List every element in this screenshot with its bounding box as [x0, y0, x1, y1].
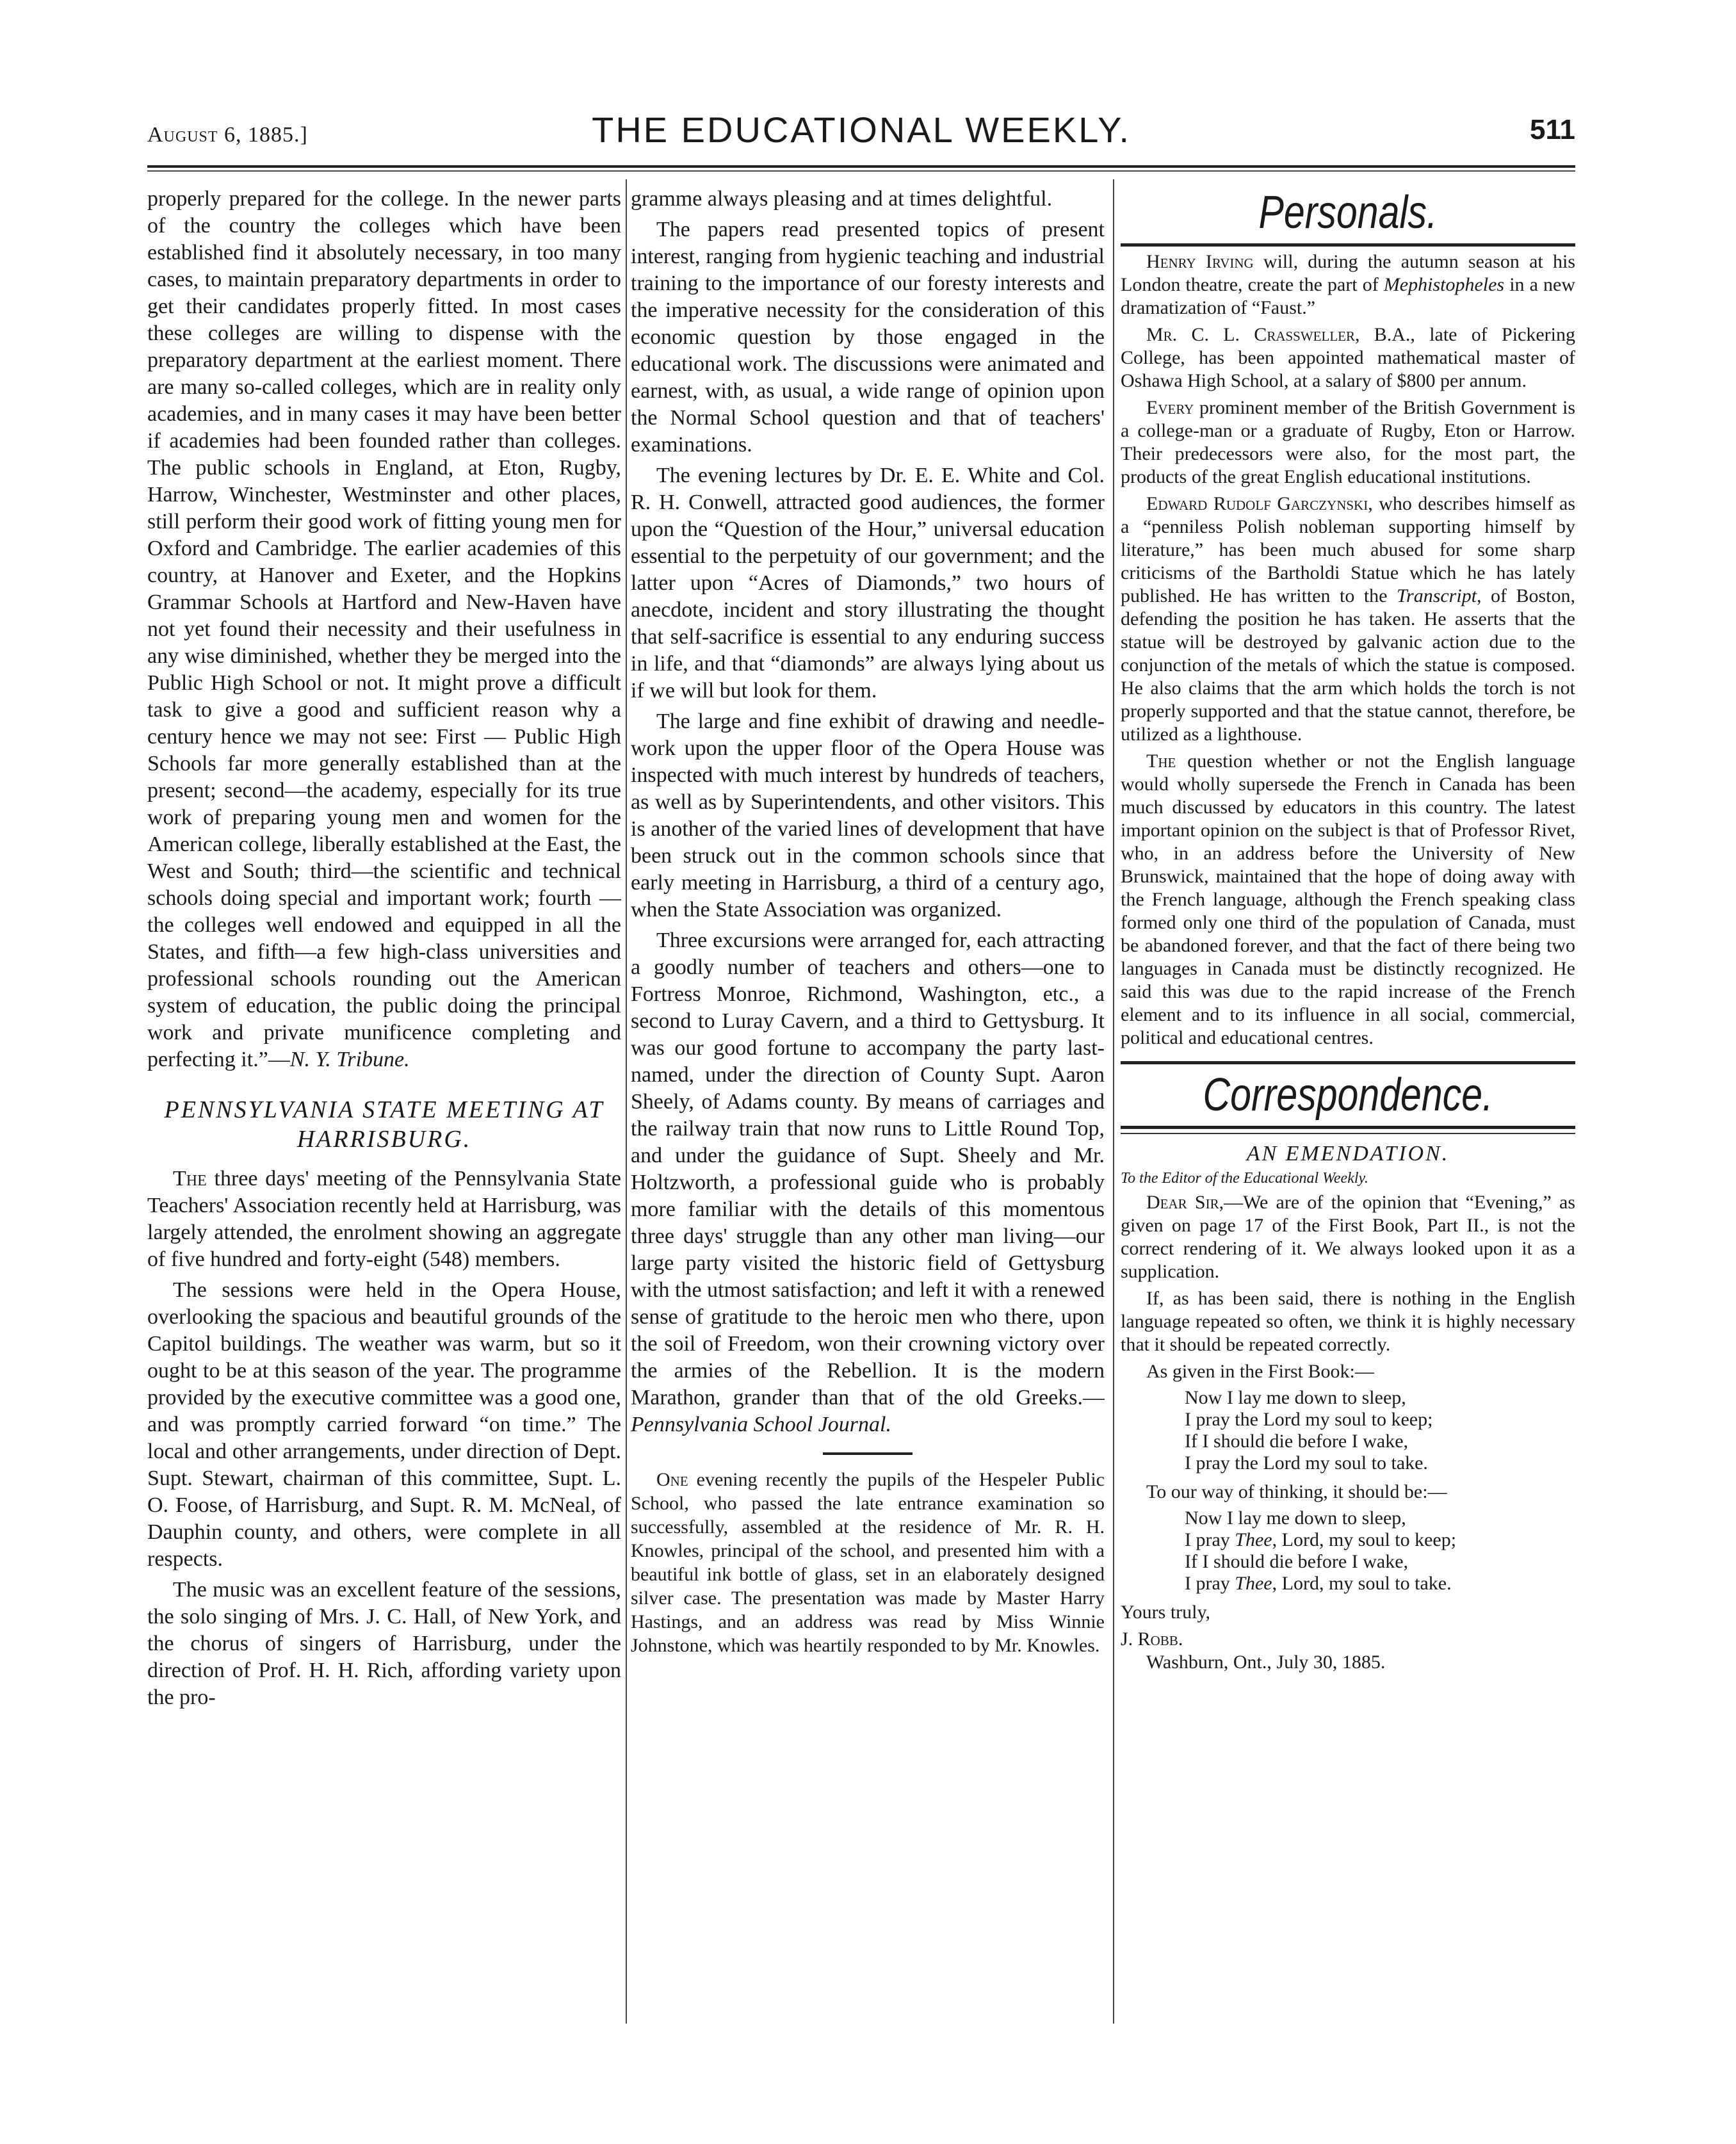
personal-item: Mr. C. L. Crassweller, B.A., late of Pickering College, has been appointed mathematical master of Oshawa High School, at a salary of $800 per annum. [1121, 324, 1575, 391]
verse-line: Now I lay me down to sleep, [1185, 1387, 1406, 1408]
letter-paragraph: As given in the First Book:— [1146, 1361, 1374, 1382]
column-divider [1113, 179, 1114, 2024]
section-heading: PENNSYLVANIA STATE MEETING AT HARRISBURG. [164, 1096, 604, 1153]
letter-paragraph: If, as has been said, there is nothing in the English language repeated so often, we think it is highly necessary that it should be repeated correctly. [1121, 1288, 1575, 1355]
source-citation: Pennsylvania School Journal. [631, 1413, 891, 1436]
letter-dateline: Washburn, Ont., July 30, 1885. [1146, 1652, 1386, 1673]
paragraph: The music was an excellent feature of the sessions, the solo singing of Mrs. J. C. Hall, of New York, and the chorus of singers of Harrisburg, under the direction of Prof. H. H. Rich, affording variety upon the pro- [147, 1578, 621, 1709]
paragraph: Three excursions were arranged for, each attracting a goodly number of teachers and others—one to Fortress Monroe, Richmond, Washington, etc., a second to Luray Cavern, and a third to Gettysburg. It was our good fortune to accompany the party last-named, under the direction of County Supt. Aaron Sheely, of Adams county. By means of carriages and the railway train that now runs to Little Round Top, and under the guidance of Supt. Sheely and Mr. Holtzworth, a professional guide who is probably more familiar with the details of this momentous three days' struggle than any other man living—our large party visited the historic field of Gettysburg with the utmost satisfaction; and left it with a renewed sense of gratitude to the heroic men who there, upon the soil of Freedom, won their crowning victory over the armies of the Rebellion. It is the modern Marathon, grander than that of the old Greeks.—Pennsylvania School Journal. [631, 929, 1105, 1436]
paragraph: The evening lectures by Dr. E. E. White and Col. R. H. Conwell, attracted good audiences, the former upon the “Question of the Hour,” universal education essential to the perpetuity of our government; and the latter upon “Acres of Diamonds,” two hours of anecdote, incident and story illustrating the thought that self-sacrifice is essential to any enduring success in life, and that “diamonds” are always lying about us if we will but look for them. [631, 464, 1105, 702]
verse-line: If I should die before I wake, [1185, 1551, 1409, 1572]
heading-rule-thin [1121, 1133, 1575, 1134]
correspondence-heading: Correspondence. [1203, 1069, 1493, 1121]
paragraph: The large and fine exhibit of drawing and needle-work upon the upper floor of the Opera House was inspected with much interest by hundreds of teachers, as well as by Superintendents, and other visitors. This is another of the varied lines of development that have been struck out in the common schools since that early meeting in Harrisburg, a third of a century ago, when the State Association was organized. [631, 710, 1105, 922]
letter-title: AN EMENDATION. [1246, 1142, 1450, 1165]
letter-paragraph: Dear Sir,—We are of the opinion that “Evening,” as given on page 17 of the First Book, Part II., is not the correct rendering of it. We always looked upon it as a supplication. [1121, 1192, 1575, 1282]
column-middle [631, 186, 1105, 2024]
verse-line: If I should die before I wake, [1185, 1431, 1409, 1452]
news-item [631, 1468, 1105, 1657]
header-rule [147, 165, 1575, 168]
paragraph: One evening recently the pupils of the Hespeler Public School, who passed the late entrance examination so successfully, assembled at the residence of Mr. R. H. Knowles, principal of the school, and presented him with a beautiful ink bottle of glass, set in an elaborately designed silver case. The presentation was made by Master Harry Hastings, and an address was read by Miss Winnie Johnstone, which was heartily responded to by Mr. Knowles. [631, 1469, 1105, 1656]
paragraph: The three days' meeting of the Pennsylvania State Teachers' Association recently held at Harrisburg, was largely attended, the enrolment showing an aggregate of five hundred and forty-eight (548) members. [147, 1167, 621, 1271]
paragraph: The sessions were held in the Opera House, overlooking the spacious and beautiful grounds of the Capitol buildings. The weather was warm, but so it ought to be at this season of the year. The programme provided by the executive committee was a good one, and was promptly carried forward “on time.” The local and other arrangements, under direction of Dept. Supt. Stewart, chairman of this committee, Supt. L. O. Foose, of Harrisburg, and Supt. R. M. McNeal, of Dauphin county, and others, were complete in all respects. [147, 1278, 621, 1571]
letter-signature: J. Robb. [1121, 1628, 1183, 1650]
personals-heading: Personals. [1258, 187, 1438, 238]
verse-corrected [1185, 1507, 1575, 1595]
letter-address: To the Editor of the Educational Weekly. [1121, 1170, 1368, 1187]
personal-item: Every prominent member of the British Government is a college-man or a graduate of Rugby, Eton or Harrow. Their predecessors were also, for the most part, the products of the great English educational institutions. [1121, 397, 1575, 487]
article-continuation: properly prepared for the college. In the newer parts of the country the colleges which have been established find it absolutely necessary, in too many cases, to maintain preparatory departments in order to get their candidates properly fitted. In most cases these colleges are willing to dispense with the preparatory department at the earliest moment. There are many so-called colleges, which are in reality only academies, and in many cases it may have been better if academies had been founded rather than colleges. The public schools in England, at Eton, Rugby, Harrow, Winchester, Westminster and other places, still perform their good work of fitting young men for Oxford and Cambridge. The earlier academies of this country, at Hanover and Exeter, and the Hopkins Grammar Schools at Hartford and New-Haven have not yet found their necessity and their usefulness in any wise diminished, whether they be merged into the Public High School or not. It might prove a difficult task to give a good and sufficient reason why a century hence we may not see: First — Public High Schools far more generally established than at the present; second—the academy, especially for its true work of preparing young men and women for the American college, liberally established at the East, the West and South; third—the scientific and technical schools doing special and important work; fourth — the colleges well endowed and equipped in all the States, and fifth—a few high-class universities and professional schools rounding out the American system of education, the public doing the principal work and private munificence completing and perfecting it.”—N. Y. Tribune. [147, 187, 621, 1071]
letter-closing: Yours truly, [1121, 1602, 1211, 1623]
issue-date: August 6, 1885.] [147, 123, 308, 147]
column-left [147, 186, 621, 2024]
paragraph: gramme always pleasing and at times delightful. [631, 187, 1053, 211]
section-rule [1121, 1061, 1575, 1064]
personal-item: The question whether or not the English language would wholly supersede the French in Canada has been much discussed by educators in this country. The latest important opinion on the subject is that of Professor Rivet, who, in an address before the University of New Brunswick, maintained that the hope of doing away with the French language, although the French speaking class formed only one third of the population of Canada, must be abandoned forever, and that the fact of there being two languages in Canada must be distinctly recognized. He said this was due to the rapid increase of the French element and to its influence in all social, commercial, political and educational centres. [1121, 751, 1575, 1048]
verse-original [1185, 1387, 1575, 1474]
page-number: 511 [1530, 114, 1575, 145]
column-divider [626, 179, 627, 2024]
page-header [147, 109, 1575, 166]
verse-line: Now I lay me down to sleep, [1185, 1507, 1406, 1529]
paragraph: The papers read presented topics of present interest, ranging from hygienic teaching and industrial training to the importance of our foresty interests and the imperative necessity for the consideration of this economic question by those engaged in the educational work. The discussions were animated and earnest, with, as usual, a wide range of opinion upon the Normal School question and that of teachers' examinations. [631, 218, 1105, 457]
personal-item: Edward Rudolf Garczynski, who describes himself as a “penniless Polish nobleman supporting himself by literature,” has been much abused for some sharp criticisms of the Bartholdi Statue which he has lately published. He has written to the Transcript, of Boston, defending the position he has taken. He asserts that the statue will be destroyed by galvanic action due to the conjunction of the metals of which the statue is composed. He also claims that the arm which holds the torch is not properly supported and that the statue cannot, therefore, be utilized as a lighthouse. [1121, 493, 1575, 745]
separator-ornament [823, 1452, 913, 1455]
publication-title: THE EDUCATIONAL WEEKLY. [592, 110, 1131, 150]
source-citation: N. Y. Tribune. [289, 1048, 410, 1071]
verse-line: I pray the Lord my soul to take. [1185, 1452, 1428, 1474]
column-right [1121, 186, 1575, 2024]
heading-rule [1121, 1126, 1575, 1129]
letter-paragraph: To our way of thinking, it should be:— [1146, 1481, 1447, 1502]
header-rule-thin [147, 170, 1575, 172]
heading-rule [1121, 243, 1575, 247]
verse-line: I pray Thee, Lord, my soul to take. [1185, 1573, 1452, 1594]
verse-line: I pray the Lord my soul to keep; [1185, 1409, 1433, 1430]
verse-line: I pray Thee, Lord, my soul to keep; [1185, 1529, 1457, 1550]
personal-item: Henry Irving will, during the autumn season at his London theatre, create the part of Mephistopheles in a new dramatization of “Faust.” [1121, 251, 1575, 318]
